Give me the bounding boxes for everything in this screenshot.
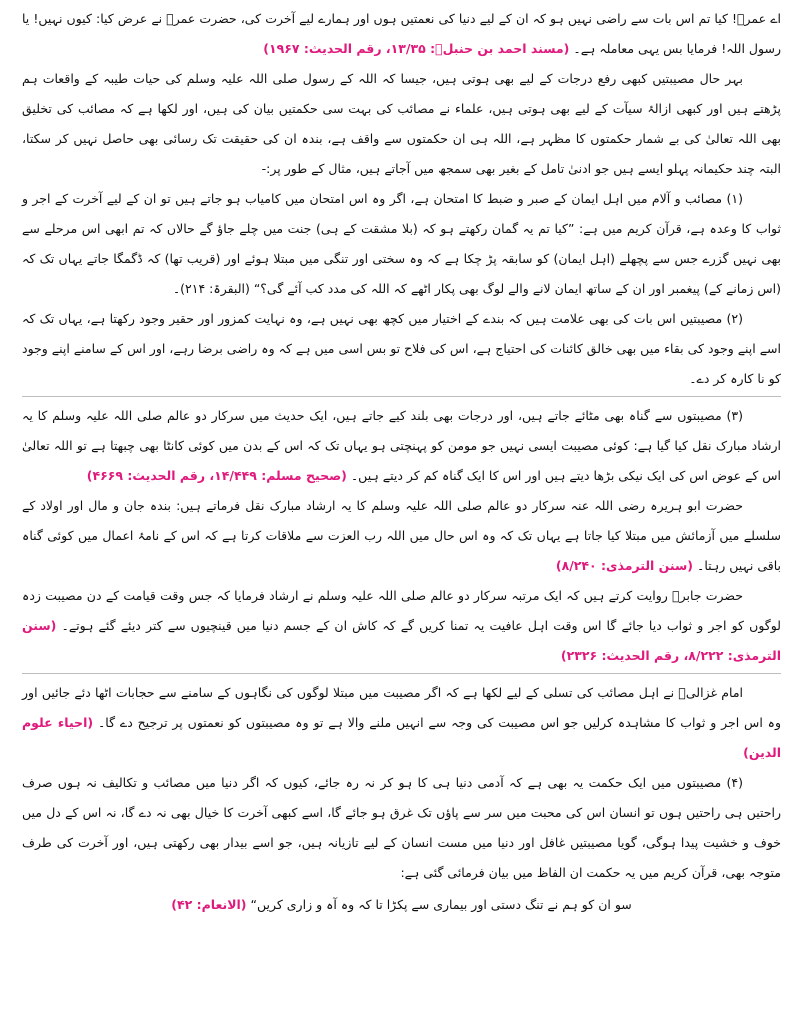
paragraph-point-1 xyxy=(22,184,781,304)
paragraph-text: (۴) مصیبتوں میں ایک حکمت یہ بھی ہے کہ آدمی دنیا ہی کا ہو کر نہ رہ جائے، کیوں کہ اگر دنیا میں مصائب و تکالیف نہ ہوں صرف راحتیں ہی راحتیں ہوں تو انسان اس کی محبت میں سر سے پاؤں تک غرق ہو جائے گا، اسے کبھی آخرت کا خیال بھی نہ دے گا، نہ اس کے دل میں خوف و خشیت پیدا ہوگی، گویا مصیبتیں غافل اور دنیا میں مست انسان کے لیے تازیانہ ہیں، جو اسے بیدار بھی رکھتی ہیں، اور آخرت کی طرف متوجہ بھی، قرآن کریم میں یہ حکمت ان الفاظ میں بیان فرمائی گئی ہے: xyxy=(22,775,781,880)
paragraph-text: حضرت جابرؓ روایت کرتے ہیں کہ ایک مرتبہ سرکار دو عالم صلی اللہ علیہ وسلم نے ارشاد فرمایا کہ جس وقت قیامت کے دن مصیبت زدہ لوگوں کو اجر و ثواب دیا جائے گا اس وقت اہل عافیت یہ تمنا کریں گے کہ کاش ان کے جسم دنیا میں قینچیوں سے کتر دیئے گئے ہوتے۔ xyxy=(22,588,781,633)
paragraph-abu-hurairah xyxy=(22,491,781,581)
paragraph-text: (۱) مصائب و آلام میں اہل ایمان کے صبر و ضبط کا امتحان ہے، اگر وہ اس امتحان میں کامیاب ہو جاتے ہیں تو ان کے لیے آخرت کے اجر و ثواب کا وعدہ ہے، قرآن کریم میں ہے: ”کیا تم یہ گمان رکھتے ہو کہ (بلا مشقت کے ہی) جنت میں چلے جاؤ گے حالاں کہ تم ابھی اس مرحلے سے بھی نہیں گزرے جس سے پچھلے (اہل ایمان) کو سابقہ پڑ چکا ہے کہ وہ سختی اور تنگی میں مبتلا ہوئے اور (قریب تھا) کہ ڈگمگا جاتے یہاں تک کہ (اس زمانے کے) پیغمبر اور ان کے ساتھ ایمان لانے والے لوگ بھی پکار اٹھے کہ اللہ کی مدد کب آئے گی؟“ (البقرۃ: ۲۱۴)۔ xyxy=(22,191,781,296)
paragraph-text: (۳) مصیبتوں سے گناہ بھی مٹائے جاتے ہیں، اور درجات بھی بلند کیے جاتے ہیں، ایک حدیث میں سرکار دو عالم صلی اللہ علیہ وسلم کا یہ ارشاد مبارک نقل کیا گیا ہے: کوئی مصیبت ایسی نہیں جو مومن کو پہنچتی ہو یہاں تک کہ اس کے بدن میں کوئی کانٹا بھی چبھتا ہے تو اللہ تعالیٰ اس کے عوض اس کی ایک نیکی بڑھا دیتے ہیں اور اس کا ایک گناہ کم کر دیتے ہیں۔ xyxy=(22,408,781,483)
paragraph-point-2 xyxy=(22,304,781,397)
reference-tirmidhi-240: (سنن الترمذی: ۸/۲۴۰) xyxy=(555,558,694,573)
reference-tirmidhi-2326: (سنن الترمذی: ۸/۲۲۲، رقم الحدیث: ۲۳۲۶) xyxy=(22,618,781,663)
paragraph-jabir xyxy=(22,581,781,674)
paragraph-ghazali xyxy=(22,678,781,768)
paragraph-text: بہر حال مصیبتیں کبھی رفع درجات کے لیے بھی ہوتی ہیں، جیسا کہ اللہ کے رسول صلی اللہ علیہ وسلم کی حیات طیبہ کے واقعات ہم پڑھتے ہیں اور کبھی ازالۂ سیآت کے لیے بھی ہوتی ہیں، علماء نے مصائب کی بہت سی حکمتیں بیان کی ہیں، اور لکھا ہے کہ مصائب کی تخلیق بھی اللہ تعالیٰ کی بے شمار حکمتوں کا مظہر ہے، اللہ ہی ان حکمتوں سے واقف ہے، بندہ ان کی حقیقت تک رسائی بھی حاصل نہیں کر سکتا، البتہ چند حکیمانہ پہلو ایسے ہیں جو ادنیٰ تامل کے بغیر بھی سمجھ میں آجاتے ہیں، مثال کے طور پر:- xyxy=(22,71,781,176)
paragraph-wisdom-intro xyxy=(22,64,781,184)
paragraph-hadith-umar xyxy=(22,4,781,64)
paragraph-point-4 xyxy=(22,768,781,888)
paragraph-text: حضرت ابو ہریرہ رضی اللہ عنہ سرکار دو عالم صلی اللہ علیہ وسلم کا یہ ارشاد مبارک نقل فرماتے ہیں: بندہ جان و مال اور اولاد کے سلسلے میں آزمائش میں مبتلا کیا جاتا ہے یہاں تک کہ وہ اس حال میں اللہ رب العزت سے ملاقات کرتا ہے کہ اس کے نامۂ اعمال میں کوئی گناہ باقی نہیں رہتا۔ xyxy=(22,498,781,573)
quran-quote xyxy=(22,890,781,920)
quote-text: سو ان کو ہم نے تنگ دستی اور بیماری سے پکڑا تا کہ وہ آہ و زاری کریں“ xyxy=(250,897,632,912)
paragraph-text: اے عمرؓ! کیا تم اس بات سے راضی نہیں ہو کہ ان کے لیے دنیا کی نعمتیں ہوں اور ہمارے لیے آخرت کی، حضرت عمرؓ نے عرض کیا: کیوں نہیں! یا رسول اللہ! فرمایا بس یہی معاملہ ہے۔ xyxy=(22,11,781,56)
reference-anam: (الانعام: ۴۲) xyxy=(171,897,247,912)
reference-musnad-ahmad: (مسند احمد بن حنبلؒ: ۱۳/۳۵، رقم الحدیث: ۱۹۶۷) xyxy=(263,41,570,56)
reference-ihya: (احیاء علوم الدین) xyxy=(22,715,781,760)
reference-sahih-muslim: (صحیح مسلم: ۱۴/۴۴۹، رقم الحدیث: ۴۶۶۹) xyxy=(86,468,347,483)
paragraph-text: امام غزالیؒ نے اہل مصائب کی تسلی کے لیے لکھا ہے کہ اگر مصیبت میں مبتلا لوگوں کی نگاہوں کے سامنے سے حجابات اٹھا دئے جائیں اور وہ اس اجر و ثواب کا مشاہدہ کرلیں جو اس مصیبت کی وجہ سے انہیں ملنے والا ہے تو وہ مصیبتوں کو نعمتوں پر ترجیح دے گا۔ xyxy=(22,685,782,730)
paragraph-text: (۲) مصیبتیں اس بات کی بھی علامت ہیں کہ بندے کے اختیار میں کچھ بھی نہیں ہے، وہ نہایت کمزور اور حقیر وجود رکھتا ہے، یہاں تک کہ اسے اپنے وجود کی بقاء میں بھی خالق کائنات کی احتیاج ہے، اس کی فلاح تو بس اسی میں ہے کہ وہ راضی برضا رہے، اور اس کے سامنے اپنے وجود کو نا کارہ کر دے۔ xyxy=(22,311,781,386)
paragraph-point-3 xyxy=(22,401,781,491)
